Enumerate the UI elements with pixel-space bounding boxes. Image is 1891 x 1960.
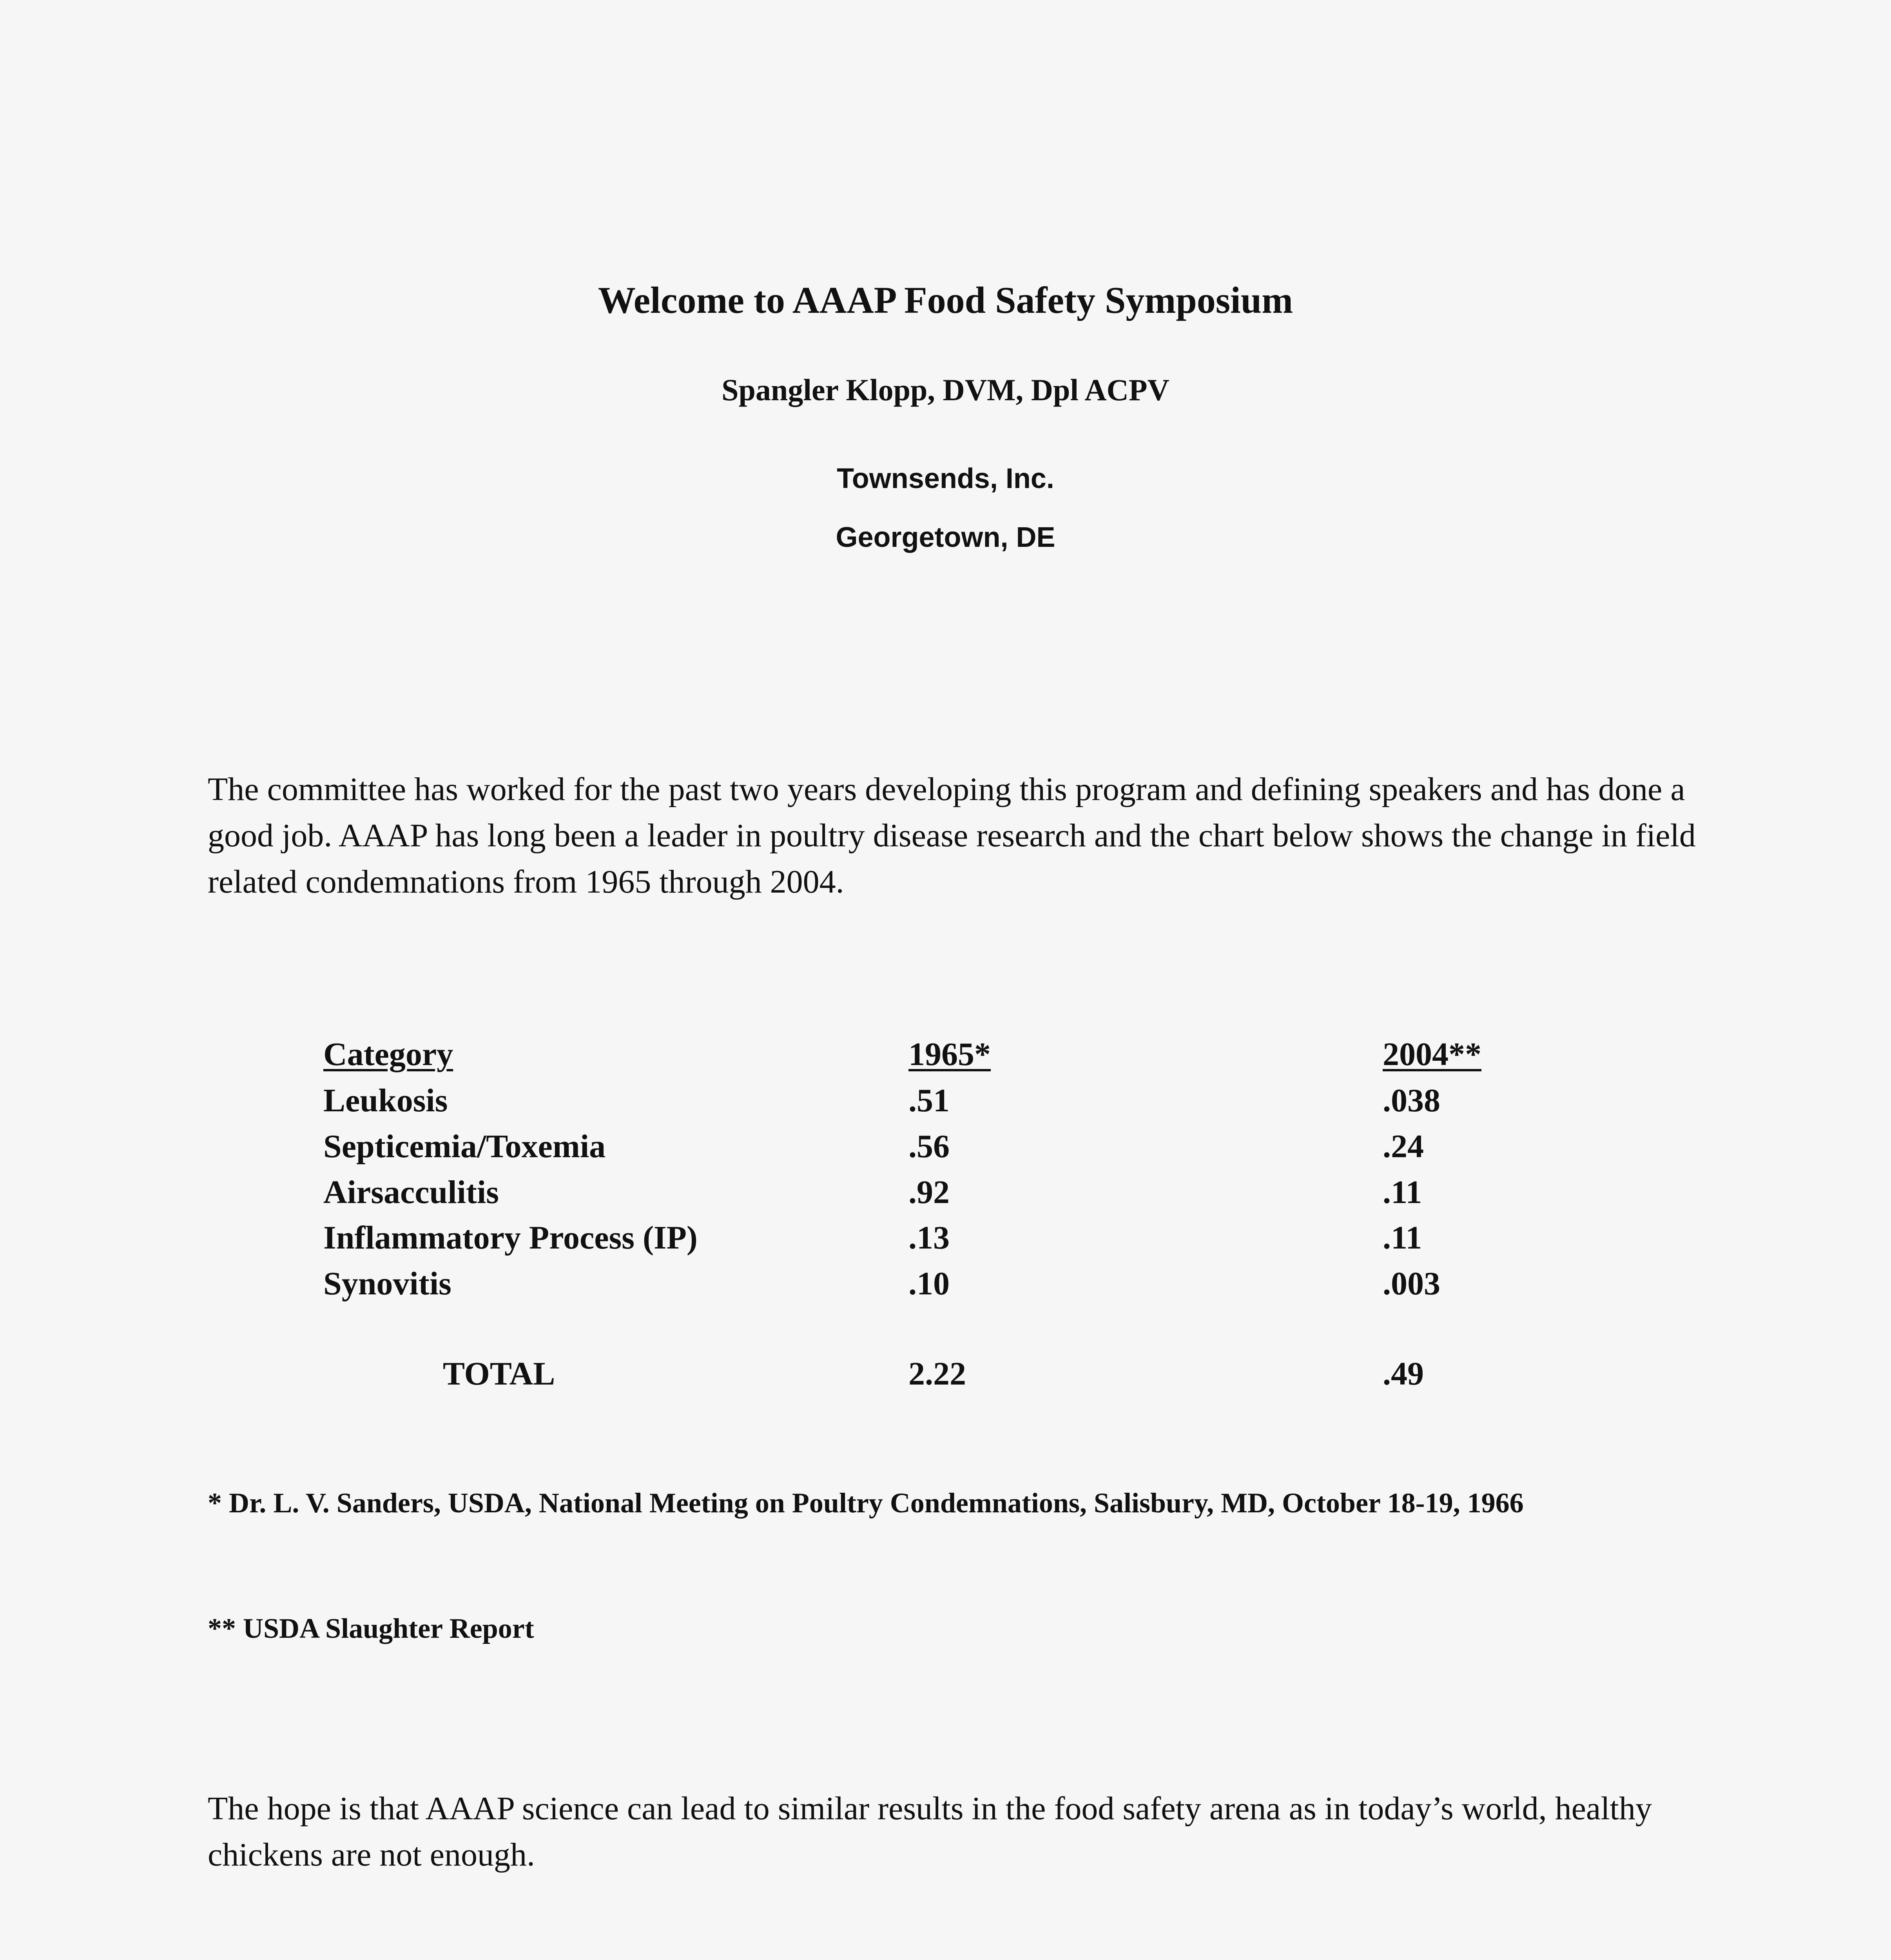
row-value-2004: .038 xyxy=(1383,1082,1440,1119)
row-value-2004: .24 xyxy=(1383,1128,1424,1165)
total-1965: 2.22 xyxy=(908,1356,966,1392)
row-value-1965: .92 xyxy=(908,1174,950,1210)
presenter-location: Georgetown, DE xyxy=(836,522,1055,553)
closing-paragraph: The hope is that AAAP science can lead to similar results in the food safety arena as in today’s world, healthy chickens are not enough. xyxy=(208,1790,1652,1873)
presenter-name: Spangler Klopp, DVM, Dpl ACPV xyxy=(722,373,1169,407)
row-category: Airsacculitis xyxy=(323,1174,499,1210)
row-category: Leukosis xyxy=(323,1082,448,1119)
row-category: Septicemia/Toxemia xyxy=(323,1128,606,1165)
row-value-1965: .56 xyxy=(908,1128,950,1165)
row-value-2004: .11 xyxy=(1383,1220,1422,1256)
row-value-1965: .10 xyxy=(908,1265,950,1302)
intro-paragraph: The committee has worked for the past two years developing this program and defining speakers and has done a good job. AAAP has long been a leader in poultry disease research and the chart below shows the change in field related condemnations from 1965 through 2004. xyxy=(208,771,1696,900)
document-title: Welcome to AAAP Food Safety Symposium xyxy=(598,279,1293,321)
row-value-2004: .11 xyxy=(1383,1174,1422,1210)
table-header-1965: 1965* xyxy=(908,1036,991,1073)
row-value-1965: .13 xyxy=(908,1220,950,1256)
footnote-usda-report: ** USDA Slaughter Report xyxy=(208,1613,534,1644)
table-header-2004: 2004** xyxy=(1383,1036,1481,1073)
footnote-sanders: * Dr. L. V. Sanders, USDA, National Meeting on Poultry Condemnations, Salisbury, MD, October 18-19, 1966 xyxy=(208,1487,1524,1519)
table-header-category: Category xyxy=(323,1036,453,1073)
row-category: Inflammatory Process (IP) xyxy=(323,1220,698,1256)
row-category: Synovitis xyxy=(323,1265,451,1302)
total-label: TOTAL xyxy=(443,1356,555,1392)
total-2004: .49 xyxy=(1383,1356,1424,1392)
row-value-1965: .51 xyxy=(908,1082,950,1119)
row-value-2004: .003 xyxy=(1383,1265,1440,1302)
presenter-company: Townsends, Inc. xyxy=(837,463,1054,494)
